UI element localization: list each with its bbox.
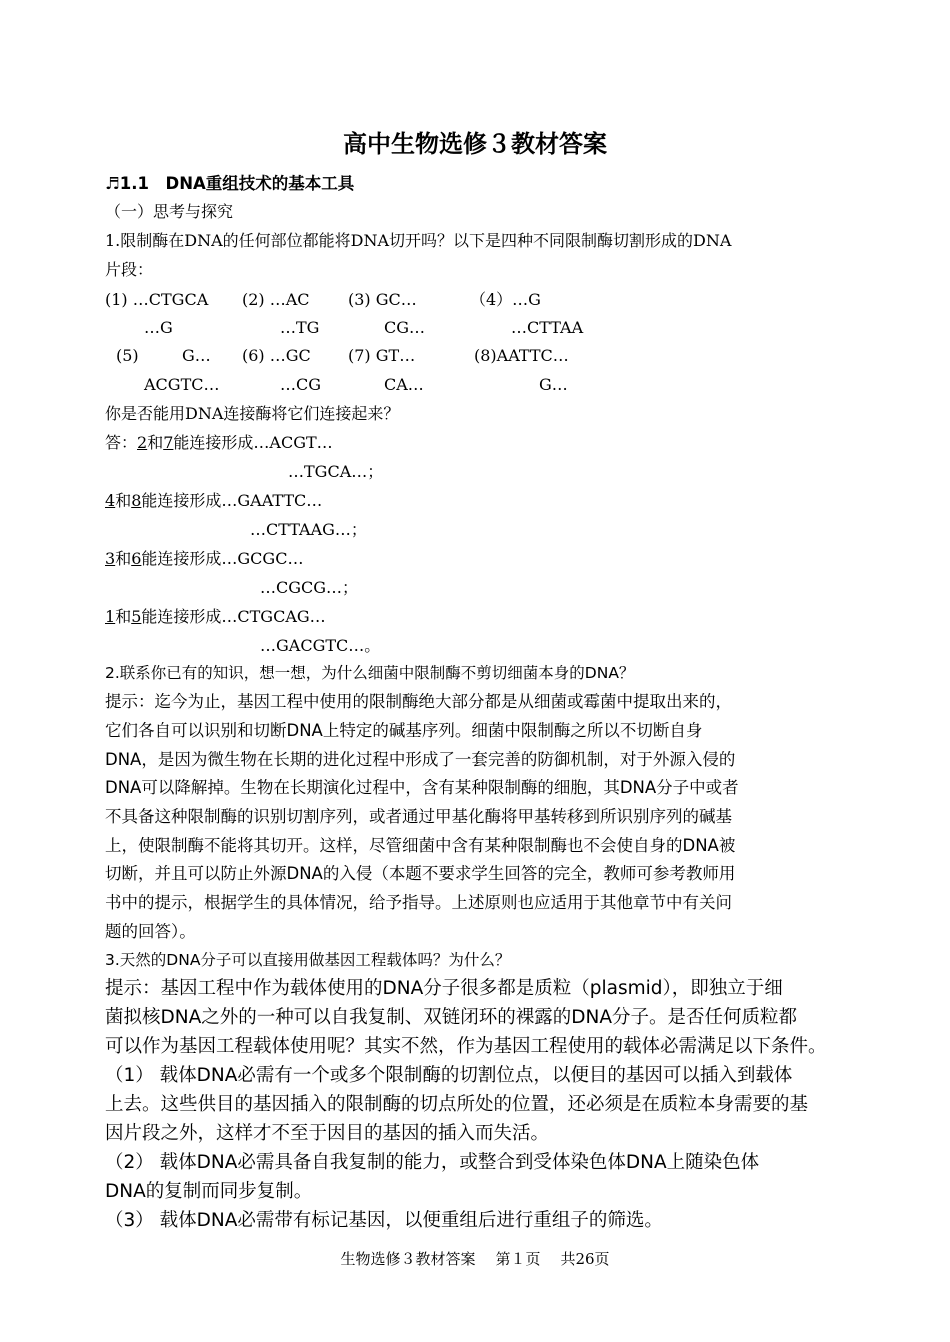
fragment-number: 5: [131, 607, 142, 626]
fragment-7-top: (7) GT…: [348, 346, 416, 365]
q3-hint-line: 菌拟核DNA之外的一种可以自我复制、双链闭环的裸露的DNA分子。是否任何质粒都: [105, 1007, 797, 1028]
fragment-4-top: （4）…G: [470, 290, 541, 309]
q2-hint-line: 提示：迄今为止，基因工程中使用的限制酶绝大部分都是从细菌或霉菌中提取出来的，: [105, 692, 732, 711]
q3-hint-line: （1） 载体DNA必需有一个或多个限制酶的切割位点，以便目的基因可以插入到载体: [105, 1065, 793, 1086]
fragment-5-top: G…: [182, 346, 211, 365]
join-result: 能连接形成…CTGCAG…: [141, 607, 326, 626]
q3-question: 3.天然的DNA分子可以直接用做基因工程载体吗？为什么？: [105, 951, 511, 969]
section-heading: ♬1.1 DNA重组技术的基本工具: [105, 174, 355, 193]
fragment-5-bottom: ACGTC…: [144, 375, 220, 394]
fragment-number: 3: [105, 549, 116, 568]
conjunction: 和: [147, 433, 164, 452]
q2-hint-line: 不具备这种限制酶的识别切割序列，或者通过甲基化酶将甲基转移到所识别序列的碱基: [105, 807, 732, 826]
q2-hint-line: 上，使限制酶不能将其切开。这样，尽管细菌中含有某种限制酶也不会使自身的DNA被: [105, 836, 736, 855]
fragment-2-bottom: …TG: [280, 318, 320, 337]
q3-hint-line: 上去。这些供目的基因插入的限制酶的切点所处的位置，还必须是在质粒本身需要的基: [105, 1094, 809, 1115]
section-subheading: （一）思考与探究: [105, 202, 234, 221]
answer-pair-1-bottom: …TGCA…；: [288, 462, 384, 481]
q2-hint-line: 切断，并且可以防止外源DNA的入侵（本题不要求学生回答的完全，教师可参考教师用: [105, 864, 736, 883]
conjunction: 和: [115, 607, 132, 626]
q3-hint-line: DNA的复制而同步复制。: [105, 1181, 313, 1202]
answer-pair-2-bottom: …CTTAAG…；: [250, 520, 367, 539]
q1-line-2: 片段：: [105, 260, 154, 279]
fragment-6-top: (6) …GC: [242, 346, 311, 365]
fragment-3-bottom: CG…: [384, 318, 426, 337]
q2-hint-line: 书中的提示，根据学生的具体情况，给予指导。上述原则也应适用于其他章节中有关问: [105, 893, 732, 912]
join-result: 能连接形成…GAATTC…: [141, 491, 323, 510]
fragment-5-label: (5): [116, 346, 139, 365]
footer-doc-name: 生物选修３教材答案: [340, 1250, 476, 1268]
footer-total-pages: 共26页: [560, 1250, 610, 1268]
join-result: 能连接形成…ACGT…: [173, 433, 333, 452]
answer-pair-3: [105, 549, 303, 569]
fragment-number: 6: [131, 549, 142, 568]
fragment-3-top: (3) GC…: [348, 290, 417, 309]
q3-hint-line: （3） 载体DNA必需带有标记基因，以便重组后进行重组子的筛选。: [105, 1210, 663, 1231]
fragment-number: 7: [163, 433, 174, 452]
answer-prefix: 答：: [105, 433, 138, 452]
page-title: 高中生物选修３教材答案: [343, 130, 607, 158]
q1-line-1: 1.限制酶在DNA的任何部位都能将DNA切开吗？以下是四种不同限制酶切割形成的DNA: [105, 231, 732, 250]
answer-pair-4-bottom: …GACGTC…。: [260, 636, 381, 655]
conjunction: 和: [115, 549, 132, 568]
fragment-8-bottom: G…: [539, 375, 568, 394]
fragment-7-bottom: CA…: [384, 375, 424, 394]
q2-hint-line: 题的回答）。: [105, 922, 196, 941]
q2-question: 2.联系你已有的知识，想一想，为什么细菌中限制酶不剪切细菌本身的DNA？: [105, 664, 635, 682]
answer-pair-1: [105, 433, 333, 453]
q3-hint-line: （2） 载体DNA必需具备自我复制的能力，或整合到受体染色体DNA上随染色体: [105, 1152, 760, 1173]
fragment-number: 2: [137, 433, 148, 452]
q3-hint-line: 因片段之外，这样才不至于因目的基因的插入而失活。: [105, 1123, 550, 1144]
q3-hint-line: 提示：基因工程中作为载体使用的DNA分子很多都是质粒（plasmid），即独立于细: [105, 978, 783, 999]
answer-pair-4: [105, 607, 326, 627]
footer-page-number: 第１页: [495, 1250, 541, 1268]
q2-hint-line: DNA，是因为微生物在长期的进化过程中形成了一套完善的防御机制，对于外源入侵的: [105, 750, 736, 769]
fragment-1-top: (1) …CTGCA: [105, 290, 209, 309]
fragment-1-bottom: …G: [144, 318, 173, 337]
answer-pair-2: [105, 491, 322, 511]
fragment-number: 4: [105, 491, 116, 510]
q1-question: 你是否能用DNA连接酶将它们连接起来？: [105, 404, 400, 423]
page-footer: [0, 1248, 950, 1269]
conjunction: 和: [115, 491, 132, 510]
fragment-6-bottom: …CG: [280, 375, 322, 394]
fragment-number: 1: [105, 607, 116, 626]
fragment-8-top: (8)AATTC…: [474, 346, 569, 365]
fragment-2-top: (2) …AC: [242, 290, 310, 309]
q3-hint-line: 可以作为基因工程载体使用呢？其实不然，作为基因工程使用的载体必需满足以下条件。: [105, 1036, 827, 1057]
fragment-number: 8: [131, 491, 142, 510]
q2-hint-line: 它们各自可以识别和切断DNA上特定的碱基序列。细菌中限制酶之所以不切断自身: [105, 721, 703, 740]
fragment-4-bottom: …CTTAA: [511, 318, 584, 337]
join-result: 能连接形成…GCGC…: [141, 549, 304, 568]
q2-hint-line: DNA可以降解掉。生物在长期演化过程中，含有某种限制酶的细胞，其DNA分子中或者: [105, 778, 739, 797]
answer-pair-3-bottom: …CGCG…；: [260, 578, 359, 597]
